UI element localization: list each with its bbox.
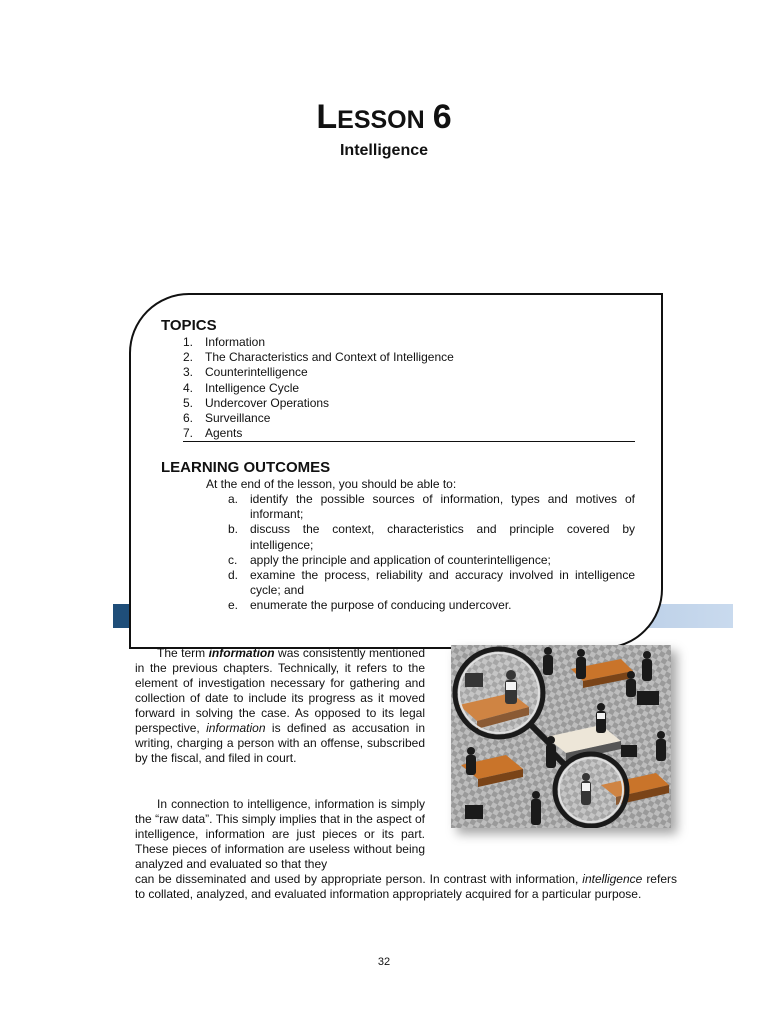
divider [183,441,635,442]
outcome-letter: d. [228,568,239,583]
body-paragraph-2-full [135,872,677,902]
topic-item [183,396,454,411]
topic-number: 1. [183,335,194,349]
topic-text: Intelligence Cycle [205,380,300,395]
outcome-text: discuss the context, characteristics and principle covered by intelligence; [250,522,635,552]
para1-term: information [208,646,275,660]
topic-item [183,411,454,426]
para2-text-a: can be disseminated and used by appropriate person. In contrast with information, [135,872,579,886]
outcome-text: apply the principle and application of counterintelligence; [250,552,551,567]
outcome-item [228,598,635,613]
outcome-letter: a. [228,492,239,506]
outcome-text: identify the possible sources of information, types and motives of informant; [250,492,635,522]
topic-text: Counterintelligence [205,365,308,380]
topic-number: 7. [183,426,194,441]
topic-text: Information [205,335,266,349]
topic-number: 6. [183,411,194,426]
outcome-letter: e. [228,598,239,613]
outcomes-heading: LEARNING OUTCOMES [161,459,331,476]
topics-outcomes-box [129,293,663,649]
para1-text-b: was consistently mentioned in the previous chapters. Technically, it refers to the element of investigation necessary for gathering and collection of date to include its progress as it moved forward in solving the case. As opposed to its legal perspective, [135,646,425,735]
outcome-text: examine the process, reliability and accuracy involved in intelligence cycle; and [250,568,635,598]
topic-item [183,365,454,380]
outcome-text: enumerate the purpose of conducing undercover. [250,598,512,613]
lesson-title-rest: ESSON [337,106,425,134]
topic-number: 2. [183,350,194,365]
lesson-title-initial: L [316,98,338,136]
topic-number: 3. [183,365,194,380]
topic-item [183,350,454,365]
lesson-subtitle: Intelligence [339,142,429,159]
outcome-item [228,553,635,568]
topic-item [183,426,454,441]
topic-item [183,335,454,350]
body-paragraph-1 [135,646,425,766]
topic-text: The Characteristics and Context of Intelligence [205,350,454,365]
lesson-title [0,100,768,134]
outcome-letter: c. [228,552,238,567]
para1-term-2: information [206,721,266,735]
outcome-item [228,568,635,598]
lesson-number: 6 [432,98,452,136]
topics-list [183,335,454,441]
outcome-item [228,522,635,552]
body-paragraph-2-col: In connection to intelligence, information is simply the “raw data”. This simply implies that in the aspect of intelligence, information are just pieces or its part. These pieces of information are useless without being analyzed and evaluated so that they [135,797,425,871]
topic-item [183,381,454,396]
outcome-letter: b. [228,522,239,537]
topic-number: 4. [183,380,194,395]
para1-text-c: is defined as accusation in writing, charging a person with an offense, subscribed by the fiscal, and filed in court. [135,721,425,765]
outcome-item [228,492,635,522]
outcomes-intro: At the end of the lesson, you should be able to: [206,477,457,491]
topic-text: Undercover Operations [205,395,330,410]
para2-term: intelligence [582,872,643,886]
page-number: 32 [377,956,391,968]
topic-text: Surveillance [205,411,271,426]
surveillance-illustration [451,645,671,828]
surveillance-office-illustration-icon [451,645,671,828]
para2-text-b: refers to collated, analyzed, and evaluated information appropriately acquired for a particular purpose. [135,872,677,901]
para1-text-a: The term [157,646,206,660]
topics-heading: TOPICS [161,317,217,334]
topic-text: Agents [205,426,243,441]
topic-number: 5. [183,395,194,410]
outcomes-list [228,492,635,614]
